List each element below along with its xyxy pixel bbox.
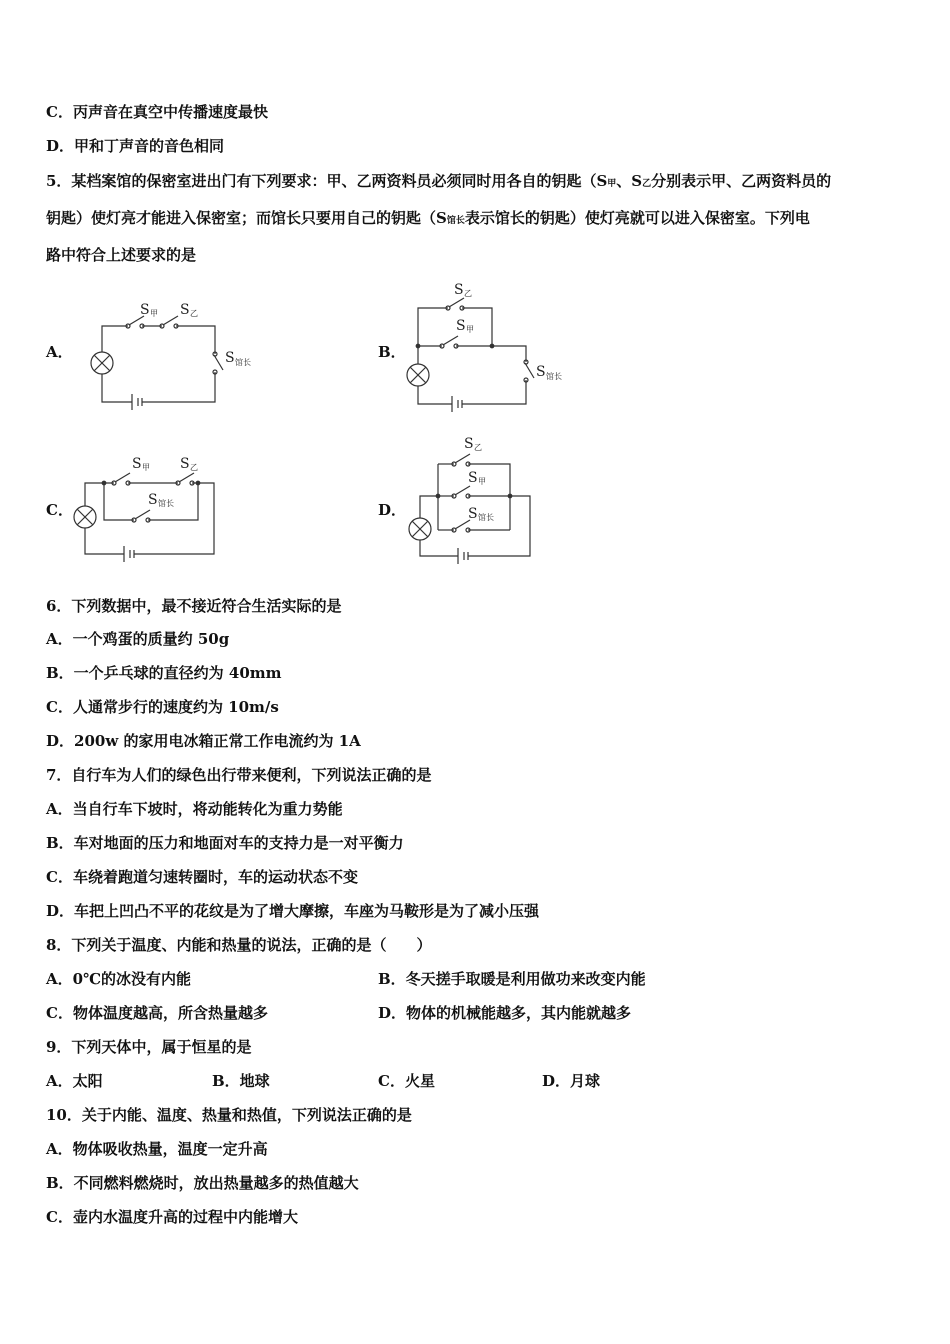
q5-label-b: B．: [378, 343, 406, 361]
q6-option-c: C．人通常步行的速度约为 10m/s: [46, 698, 279, 716]
q10-option-a: A．物体吸收热量，温度一定升高: [46, 1140, 268, 1158]
svg-text:乙: 乙: [190, 309, 198, 318]
svg-text:S: S: [225, 350, 235, 366]
svg-text:S: S: [454, 282, 464, 298]
svg-text:S: S: [132, 456, 142, 472]
q9-option-c: C．火星: [378, 1072, 435, 1090]
q4-option-d: D．甲和丁声音的音色相同: [46, 137, 225, 155]
q5-stem-line1: 5．某档案馆的保密室进出门有下列要求：甲、乙两资料员必须同时用各自的钥匙（S甲、S乙分别表示甲、乙两资料员的: [46, 172, 832, 190]
svg-text:馆长: 馆长: [546, 372, 562, 381]
q8-stem: 8．下列关于温度、内能和热量的说法，正确的是（ ）: [46, 936, 432, 954]
q8-option-c: C．物体温度越高，所含热量越多: [46, 1004, 268, 1022]
svg-text:甲: 甲: [150, 309, 158, 318]
q6-stem: 6．下列数据中，最不接近符合生活实际的是: [46, 597, 342, 615]
q5-label-d: D．: [378, 501, 407, 519]
q10-option-b: B．不同燃料燃烧时，放出热量越多的热值越大: [46, 1174, 359, 1192]
q8-option-a: A．0℃的冰没有内能: [46, 970, 192, 988]
svg-text:馆长: 馆长: [158, 499, 174, 508]
circuit-b: [400, 278, 600, 418]
svg-text:S: S: [456, 318, 466, 334]
svg-text:S: S: [148, 492, 158, 508]
svg-text:乙: 乙: [190, 463, 198, 472]
q10-stem: 10．关于内能、温度、热量和热值，下列说法正确的是: [46, 1106, 412, 1124]
svg-text:S: S: [468, 506, 478, 522]
q7-option-d: D．车把上凹凸不平的花纹是为了增大摩擦，车座为马鞍形是为了减小压强: [46, 902, 540, 920]
svg-text:S: S: [180, 302, 190, 318]
q6-option-d: D．200w 的家用电冰箱正常工作电流约为 1A: [46, 732, 361, 750]
q5-label-c: C．: [46, 501, 73, 519]
q10-option-c: C．壶内水温度升高的过程中内能增大: [46, 1208, 298, 1226]
q5-stem-line3: 路中符合上述要求的是: [46, 246, 197, 264]
switch-guanzhang: [214, 355, 223, 370]
q6-option-a: A．一个鸡蛋的质量约 50g: [46, 630, 230, 648]
q6-option-b: B．一个乒乓球的直径约为 40mm: [46, 664, 282, 682]
switch-guanzhang: [525, 363, 534, 378]
q7-option-b: B．车对地面的压力和地面对车的支持力是一对平衡力: [46, 834, 404, 852]
circuit-c: [72, 448, 272, 563]
q9-option-d: D．月球: [542, 1072, 601, 1090]
q5-label-a: A．: [46, 343, 73, 361]
circuit-a: [80, 290, 280, 420]
svg-text:乙: 乙: [474, 443, 482, 452]
circuit-d: [402, 432, 602, 572]
q9-option-a: A．太阳: [46, 1072, 103, 1090]
svg-text:S: S: [180, 456, 190, 472]
q9-option-b: B．地球: [212, 1072, 270, 1090]
svg-text:乙: 乙: [464, 289, 472, 298]
svg-text:S: S: [468, 470, 478, 486]
q8-option-d: D．物体的机械能越多，其内能就越多: [378, 1004, 632, 1022]
svg-text:甲: 甲: [466, 325, 474, 334]
q9-stem: 9．下列天体中，属于恒星的是: [46, 1038, 252, 1056]
q8-option-b: B．冬天搓手取暖是利用做功来改变内能: [378, 970, 646, 988]
svg-text:馆长: 馆长: [478, 513, 494, 522]
svg-text:S: S: [536, 364, 546, 380]
svg-text:甲: 甲: [478, 477, 486, 486]
q7-option-a: A．当自行车下坡时，将动能转化为重力势能: [46, 800, 343, 818]
q7-option-c: C．车绕着跑道匀速转圈时，车的运动状态不变: [46, 868, 358, 886]
svg-text:S: S: [140, 302, 150, 318]
svg-text:S: S: [464, 436, 474, 452]
q5-stem-line2: 钥匙）使灯亮才能进入保密室；而馆长只要用自己的钥匙（S馆长表示馆长的钥匙）使灯亮就可以进入保密室。下列电: [46, 209, 810, 227]
svg-text:甲: 甲: [142, 463, 150, 472]
svg-text:馆长: 馆长: [235, 358, 251, 367]
q7-stem: 7．自行车为人们的绿色出行带来便利，下列说法正确的是: [46, 766, 432, 784]
q4-option-c: C．丙声音在真空中传播速度最快: [46, 103, 268, 121]
